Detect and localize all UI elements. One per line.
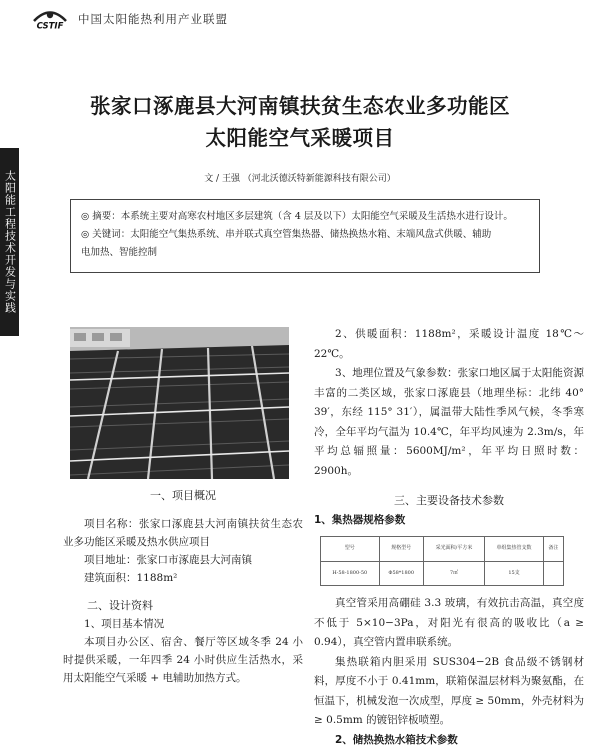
table-header-cell: 型号 [321, 537, 380, 562]
table-cell: 15支 [485, 561, 544, 586]
solar-collector-photo [70, 327, 289, 479]
section-side-tab [0, 148, 19, 336]
building-area: 建筑面积：1188m² [63, 569, 303, 587]
table-cell: Φ58*1800 [379, 561, 423, 586]
logo-text: CSTIF [37, 22, 64, 32]
table-header-cell: 采光面积/平方米 [423, 537, 484, 562]
subheading-collector-spec: 1、集热器规格参数 [314, 511, 584, 531]
association-name: 中国太阳能热利用产业联盟 [78, 11, 228, 27]
project-name: 项目名称：张家口涿鹿县大河南镇扶贫生态农业多功能区采暖及热水供应项目 [63, 515, 303, 551]
table-header-cell: 规格型号 [379, 537, 423, 562]
right-column [314, 325, 584, 750]
title-line-2: 太阳能空气采暖项目 [40, 122, 560, 154]
subheading-storage-tank: 2、储热换热水箱技术参数 [314, 731, 584, 750]
page-header [30, 8, 590, 30]
table-header-cell: 单组集热管支数 [485, 537, 544, 562]
header-box-paragraph: 集热联箱内胆采用 SUS304−2B 食品级不锈钢材料，厚度不小于 0.41mm，联箱保温层材料为聚氨酯，在恒温下，机械发泡一次成型，厚度 ≥ 50mm，外壳材料为 ≥ 0.5mm 的镀铝锌板喷塑。 [314, 653, 584, 731]
abstract-text: ◎ 摘要：本系统主要对高寒农村地区多层建筑（含 4 层及以下）太阳能空气采暖及生活热水进行设计。 [81, 208, 529, 226]
section-heading-project-overview: 一、项目概况 [63, 487, 303, 505]
subheading-basic-info: 1、项目基本情况 [63, 615, 303, 633]
article-title [40, 90, 560, 154]
collector-spec-table [320, 536, 564, 586]
table-row [321, 561, 564, 586]
heating-area-item: 2、供暖面积：1188m²，采暖设计温度 18℃～22℃。 [314, 325, 584, 364]
side-tab-label: 太阳能工程技术开发与实践 [2, 170, 18, 314]
keywords-line-1: ◎ 关键词：太阳能空气集热系统、串并联式真空管集热器、储热换热水箱、末端风盘式供暖、辅助 [81, 226, 529, 244]
location-climate-item: 3、地理位置及气象参数：张家口地区属于太阳能资源丰富的二类区域，张家口涿鹿县（地理坐标：北纬 40° 39′，东经 115° 31′），属温带大陆性季风气候，冬季寒冷，全年平均气温为 10.4℃，年平均风速为 2.3m/s，年平均总辐照量：5600MJ/m²，年平均日照时数：2900h。 [314, 364, 584, 481]
project-address: 项目地址：张家口市涿鹿县大河南镇 [63, 551, 303, 569]
author-line: 文 / 王强 （河北沃德沃特新能源科技有限公司） [150, 171, 450, 184]
table-header-cell: 备注 [543, 537, 563, 562]
section-heading-equipment: 三、主要设备技术参数 [314, 491, 584, 511]
title-line-1: 张家口涿鹿县大河南镇扶贫生态农业多功能区 [40, 90, 560, 122]
cstif-logo [30, 8, 70, 30]
table-cell [543, 561, 563, 586]
keywords-line-2: 电加热、智能控制 [81, 244, 529, 262]
left-column [63, 487, 303, 687]
abstract-box [70, 199, 540, 273]
table-cell: H-58-1800-50 [321, 561, 380, 586]
table-header-row [321, 537, 564, 562]
basic-info-paragraph: 本项目办公区、宿舍、餐厅等区域冬季 24 小时提供采暖，一年四季 24 小时供应生活热水，采用太阳能空气采暖 + 电辅助加热方式。 [63, 633, 303, 687]
vacuum-tube-paragraph: 真空管采用高硼硅 3.3 玻璃，有效抗击高温，真空度不低于 5×10−3Pa，对阳光有很高的吸收比（a ≥ 0.94），真空管内置串联系统。 [314, 594, 584, 653]
table-cell: 7㎡ [423, 561, 484, 586]
section-heading-design-data: 二、设计资料 [63, 597, 303, 615]
